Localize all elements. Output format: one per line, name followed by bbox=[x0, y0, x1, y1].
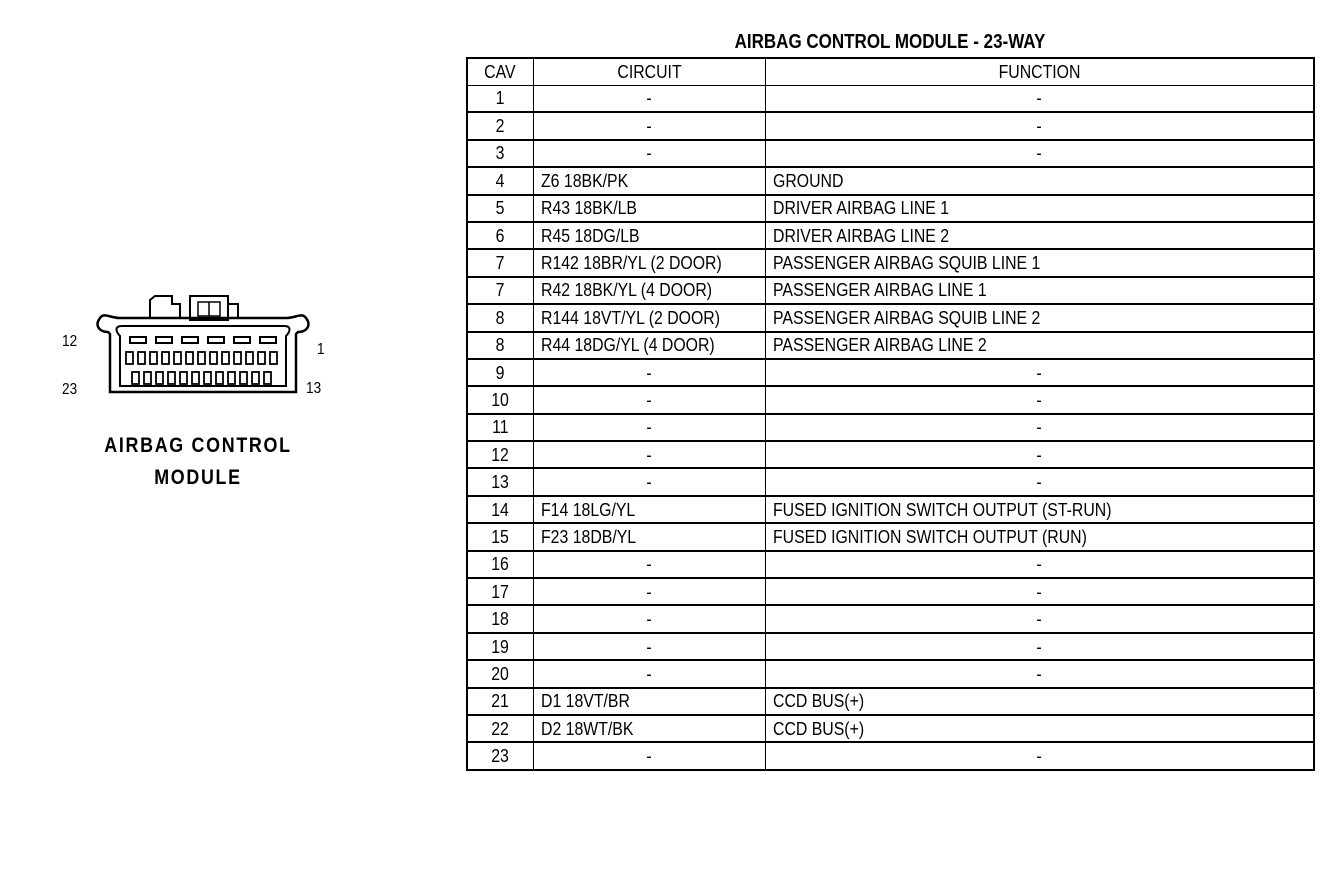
header-cav: CAV bbox=[467, 58, 533, 85]
pin-label-1: 1 bbox=[317, 341, 325, 358]
function-cell: - bbox=[765, 578, 1314, 605]
circuit-cell: F14 18LG/YL bbox=[533, 496, 765, 523]
cav-cell: 18 bbox=[467, 605, 533, 632]
table-row bbox=[467, 660, 1314, 687]
cav-cell: 4 bbox=[467, 167, 533, 194]
connector-latch bbox=[150, 296, 180, 318]
function-cell: - bbox=[765, 605, 1314, 632]
table-header-row bbox=[467, 58, 1314, 85]
pin-label-23: 23 bbox=[62, 381, 78, 398]
cav-cell: 8 bbox=[467, 304, 533, 331]
cav-cell: 2 bbox=[467, 112, 533, 139]
function-cell: PASSENGER AIRBAG LINE 1 bbox=[765, 277, 1314, 304]
cav-cell: 5 bbox=[467, 195, 533, 222]
cav-cell: 8 bbox=[467, 332, 533, 359]
table-row bbox=[467, 112, 1314, 139]
function-cell: - bbox=[765, 359, 1314, 386]
table-row bbox=[467, 742, 1314, 769]
table-row bbox=[467, 167, 1314, 194]
circuit-cell: - bbox=[533, 441, 765, 468]
cav-cell: 17 bbox=[467, 578, 533, 605]
circuit-cell: R142 18BR/YL (2 DOOR) bbox=[533, 249, 765, 276]
circuit-cell: - bbox=[533, 85, 765, 112]
circuit-cell: D1 18VT/BR bbox=[533, 688, 765, 715]
table-row bbox=[467, 222, 1314, 249]
function-cell: - bbox=[765, 633, 1314, 660]
cav-cell: 3 bbox=[467, 140, 533, 167]
circuit-cell: - bbox=[533, 386, 765, 413]
function-cell: PASSENGER AIRBAG SQUIB LINE 2 bbox=[765, 304, 1314, 331]
cav-cell: 10 bbox=[467, 386, 533, 413]
circuit-cell: F23 18DB/YL bbox=[533, 523, 765, 550]
circuit-cell: - bbox=[533, 633, 765, 660]
table-row bbox=[467, 359, 1314, 386]
function-cell: GROUND bbox=[765, 167, 1314, 194]
circuit-cell: R42 18BK/YL (4 DOOR) bbox=[533, 277, 765, 304]
circuit-cell: R45 18DG/LB bbox=[533, 222, 765, 249]
function-cell: FUSED IGNITION SWITCH OUTPUT (RUN) bbox=[765, 523, 1314, 550]
function-cell: - bbox=[765, 112, 1314, 139]
circuit-cell: - bbox=[533, 112, 765, 139]
table-row bbox=[467, 605, 1314, 632]
cav-cell: 1 bbox=[467, 85, 533, 112]
table-row bbox=[467, 332, 1314, 359]
cav-cell: 6 bbox=[467, 222, 533, 249]
cav-cell: 16 bbox=[467, 551, 533, 578]
table-row bbox=[467, 715, 1314, 742]
cav-cell: 21 bbox=[467, 688, 533, 715]
function-cell: - bbox=[765, 85, 1314, 112]
table-row bbox=[467, 386, 1314, 413]
circuit-cell: - bbox=[533, 578, 765, 605]
pin-label-12: 12 bbox=[62, 333, 78, 350]
circuit-cell: R44 18DG/YL (4 DOOR) bbox=[533, 332, 765, 359]
cav-cell: 13 bbox=[467, 468, 533, 495]
cav-cell: 9 bbox=[467, 359, 533, 386]
cav-cell: 23 bbox=[467, 742, 533, 769]
circuit-cell: - bbox=[533, 551, 765, 578]
table-title: AIRBAG CONTROL MODULE - 23-WAY bbox=[734, 31, 1046, 53]
table-row bbox=[467, 85, 1314, 112]
function-cell: - bbox=[765, 660, 1314, 687]
cav-cell: 11 bbox=[467, 414, 533, 441]
function-cell: CCD BUS(+) bbox=[765, 715, 1314, 742]
table-row bbox=[467, 414, 1314, 441]
cav-cell: 22 bbox=[467, 715, 533, 742]
header-circuit: CIRCUIT bbox=[533, 58, 765, 85]
circuit-cell: - bbox=[533, 140, 765, 167]
function-cell: - bbox=[765, 414, 1314, 441]
bottom-row-pins bbox=[132, 372, 271, 384]
circuit-cell: - bbox=[533, 468, 765, 495]
function-cell: PASSENGER AIRBAG SQUIB LINE 1 bbox=[765, 249, 1314, 276]
table-body bbox=[467, 85, 1314, 770]
circuit-cell: - bbox=[533, 359, 765, 386]
circuit-cell: - bbox=[533, 414, 765, 441]
header-function: FUNCTION bbox=[765, 58, 1314, 85]
cav-cell: 7 bbox=[467, 249, 533, 276]
function-cell: - bbox=[765, 742, 1314, 769]
circuit-cell: - bbox=[533, 742, 765, 769]
table-row bbox=[467, 523, 1314, 550]
table-row bbox=[467, 496, 1314, 523]
table-row bbox=[467, 551, 1314, 578]
module-label-line1: AIRBAG CONTROL bbox=[104, 434, 292, 457]
table-row bbox=[467, 140, 1314, 167]
table-row bbox=[467, 688, 1314, 715]
cav-cell: 14 bbox=[467, 496, 533, 523]
table-row bbox=[467, 277, 1314, 304]
pin-label-13: 13 bbox=[306, 380, 322, 397]
function-cell: - bbox=[765, 386, 1314, 413]
table-row bbox=[467, 195, 1314, 222]
function-cell: - bbox=[765, 140, 1314, 167]
table-row bbox=[467, 304, 1314, 331]
function-cell: DRIVER AIRBAG LINE 2 bbox=[765, 222, 1314, 249]
pinout-table bbox=[466, 57, 1315, 771]
function-cell: PASSENGER AIRBAG LINE 2 bbox=[765, 332, 1314, 359]
circuit-cell: - bbox=[533, 660, 765, 687]
circuit-cell: R43 18BK/LB bbox=[533, 195, 765, 222]
circuit-cell: R144 18VT/YL (2 DOOR) bbox=[533, 304, 765, 331]
table-row bbox=[467, 633, 1314, 660]
module-label-line2: MODULE bbox=[154, 466, 242, 489]
function-cell: - bbox=[765, 551, 1314, 578]
circuit-cell: - bbox=[533, 605, 765, 632]
function-cell: CCD BUS(+) bbox=[765, 688, 1314, 715]
cav-cell: 12 bbox=[467, 441, 533, 468]
top-row-pins bbox=[130, 337, 276, 343]
function-cell: - bbox=[765, 441, 1314, 468]
table-row bbox=[467, 578, 1314, 605]
cav-cell: 7 bbox=[467, 277, 533, 304]
circuit-cell: D2 18WT/BK bbox=[533, 715, 765, 742]
cav-cell: 20 bbox=[467, 660, 533, 687]
function-cell: - bbox=[765, 468, 1314, 495]
connector-diagram bbox=[0, 0, 440, 876]
table-row bbox=[467, 468, 1314, 495]
cav-cell: 19 bbox=[467, 633, 533, 660]
table-row bbox=[467, 441, 1314, 468]
circuit-cell: Z6 18BK/PK bbox=[533, 167, 765, 194]
function-cell: FUSED IGNITION SWITCH OUTPUT (ST-RUN) bbox=[765, 496, 1314, 523]
table-row bbox=[467, 249, 1314, 276]
cav-cell: 15 bbox=[467, 523, 533, 550]
function-cell: DRIVER AIRBAG LINE 1 bbox=[765, 195, 1314, 222]
middle-row-pins bbox=[126, 352, 277, 364]
